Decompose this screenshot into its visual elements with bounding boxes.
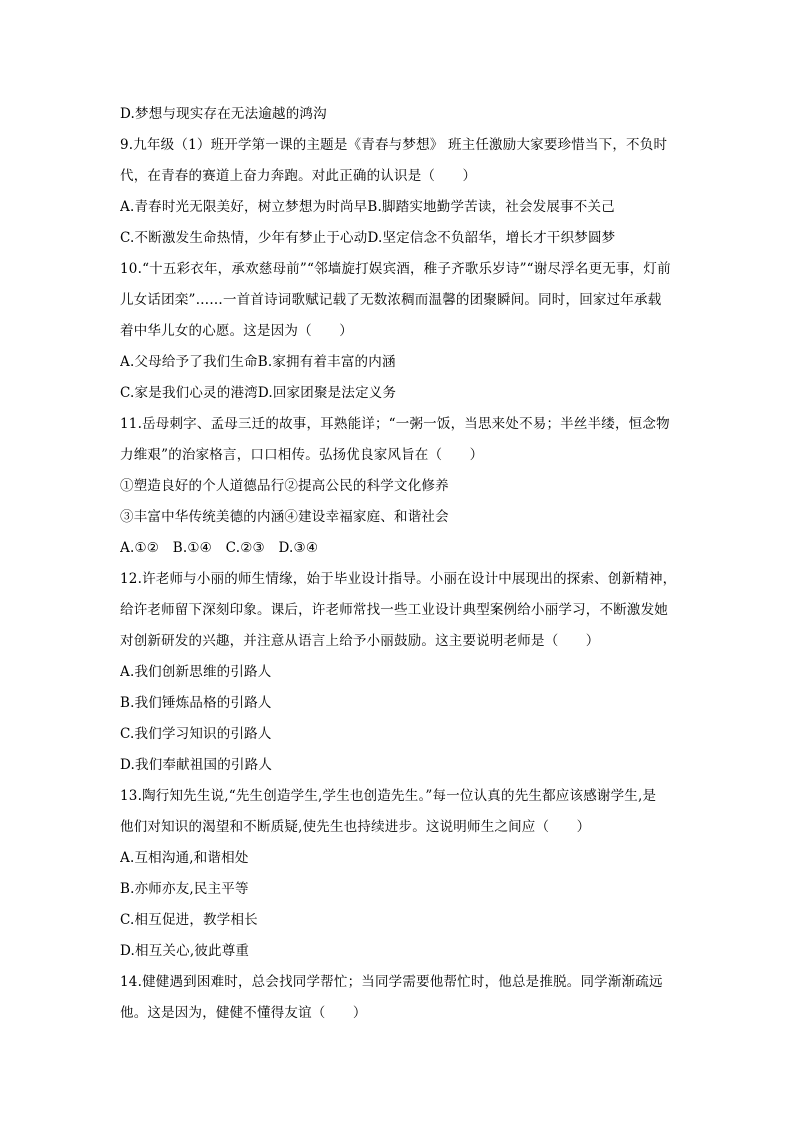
question-9-options-cd: C.不断激发生命热情，少年有梦止于心动D.坚定信念不负韶华，增长才干织梦圆梦 xyxy=(120,230,616,246)
question-12-option-d: D.我们奉献祖国的引路人 xyxy=(120,757,273,773)
question-9-stem: 9.九年级（1）班开学第一课的主题是《青春与梦想》 班主任激励大家要珍惜当下，不负时 xyxy=(120,137,668,153)
question-12-option-b: B.我们锤炼品格的引路人 xyxy=(120,695,272,711)
question-13-option-c: C.相互促进，教学相长 xyxy=(120,912,258,928)
question-11-items-34: ③丰富中华传统美德的内涵④建设幸福家庭、和谐社会 xyxy=(120,509,449,525)
question-13-option-d: D.相互关心,彼此尊重 xyxy=(120,943,250,959)
question-9-options-ab: A.青春时光无限美好，树立梦想为时尚早B.脚踏实地勤学苦读，社会发展事不关己 xyxy=(120,199,615,215)
question-12-stem: 12.许老师与小丽的师生情缘，始于毕业设计指导。小丽在设计中展现出的探索、创新精神， xyxy=(120,571,677,587)
question-10-stem-cont2: 着中华儿女的心愿。这是因为（ ） xyxy=(120,323,353,339)
question-12-stem-cont2: 对创新研发的兴趣，并注意从语言上给予小丽鼓励。这主要说明老师是（ ） xyxy=(120,633,600,649)
question-14-stem-cont: 他。这是因为，健健不懂得友谊（ ） xyxy=(120,1005,367,1021)
question-9-stem-cont: 代，在青春的赛道上奋力奔跑。对此正确的认识是（ ） xyxy=(120,168,477,184)
question-12-option-a: A.我们创新思维的引路人 xyxy=(120,664,272,680)
question-13-option-b: B.亦师亦友,民主平等 xyxy=(120,881,249,897)
question-13-option-a: A.互相沟通,和谐相处 xyxy=(120,850,249,866)
question-10-options-cd: C.家是我们心灵的港湾D.回家团聚是法定义务 xyxy=(120,385,397,401)
question-11-items-12: ①塑造良好的个人道德品行②提高公民的科学文化修养 xyxy=(120,478,449,494)
question-13-stem-cont: 他们对知识的渴望和不断质疑,使先生也持续进步。这说明师生之间应（ ） xyxy=(120,819,591,835)
option-d-q8: D.梦想与现实存在无法逾越的鸿沟 xyxy=(120,106,327,122)
question-13-stem: 13.陶行知先生说,“先生创造学生,学生也创造先生。”每一位认真的先生都应该感谢学生,是 xyxy=(120,788,657,804)
question-12-stem-cont: 给许老师留下深刻印象。课后，许老师常找一些工业设计典型案例给小丽学习，不断激发她 xyxy=(120,602,668,618)
question-14-stem: 14.健健遇到困难时，总会找同学帮忙；当同学需要他帮忙时，他总是推脱。同学渐渐疏远 xyxy=(120,974,663,990)
question-11-stem-cont: 力维艰”的治家格言，口口相传。弘扬优良家风旨在（ ） xyxy=(120,447,484,463)
question-10-options-ab: A.父母给予了我们生命B.家拥有着丰富的内涵 xyxy=(120,354,396,370)
question-11-stem: 11.岳母刺字、孟母三迁的故事，耳熟能详；“一粥一饭，当思来处不易；半丝半缕，恒念物 xyxy=(120,416,670,432)
question-12-option-c: C.我们学习知识的引路人 xyxy=(120,726,272,742)
question-10-stem-cont: 儿女话团栾”……一首首诗词歌赋记载了无数浓稠而温馨的团聚瞬间。同时，回家过年承载 xyxy=(120,292,662,308)
question-11-options: A.①② B.①④ C.②③ D.③④ xyxy=(120,540,319,556)
document-page xyxy=(120,99,680,1029)
question-10-stem: 10.“十五彩衣年，承欢慈母前”“邻墙旋打娱宾酒，稚子齐歌乐岁诗”“谢尽浮名更无事，灯前 xyxy=(120,261,671,277)
